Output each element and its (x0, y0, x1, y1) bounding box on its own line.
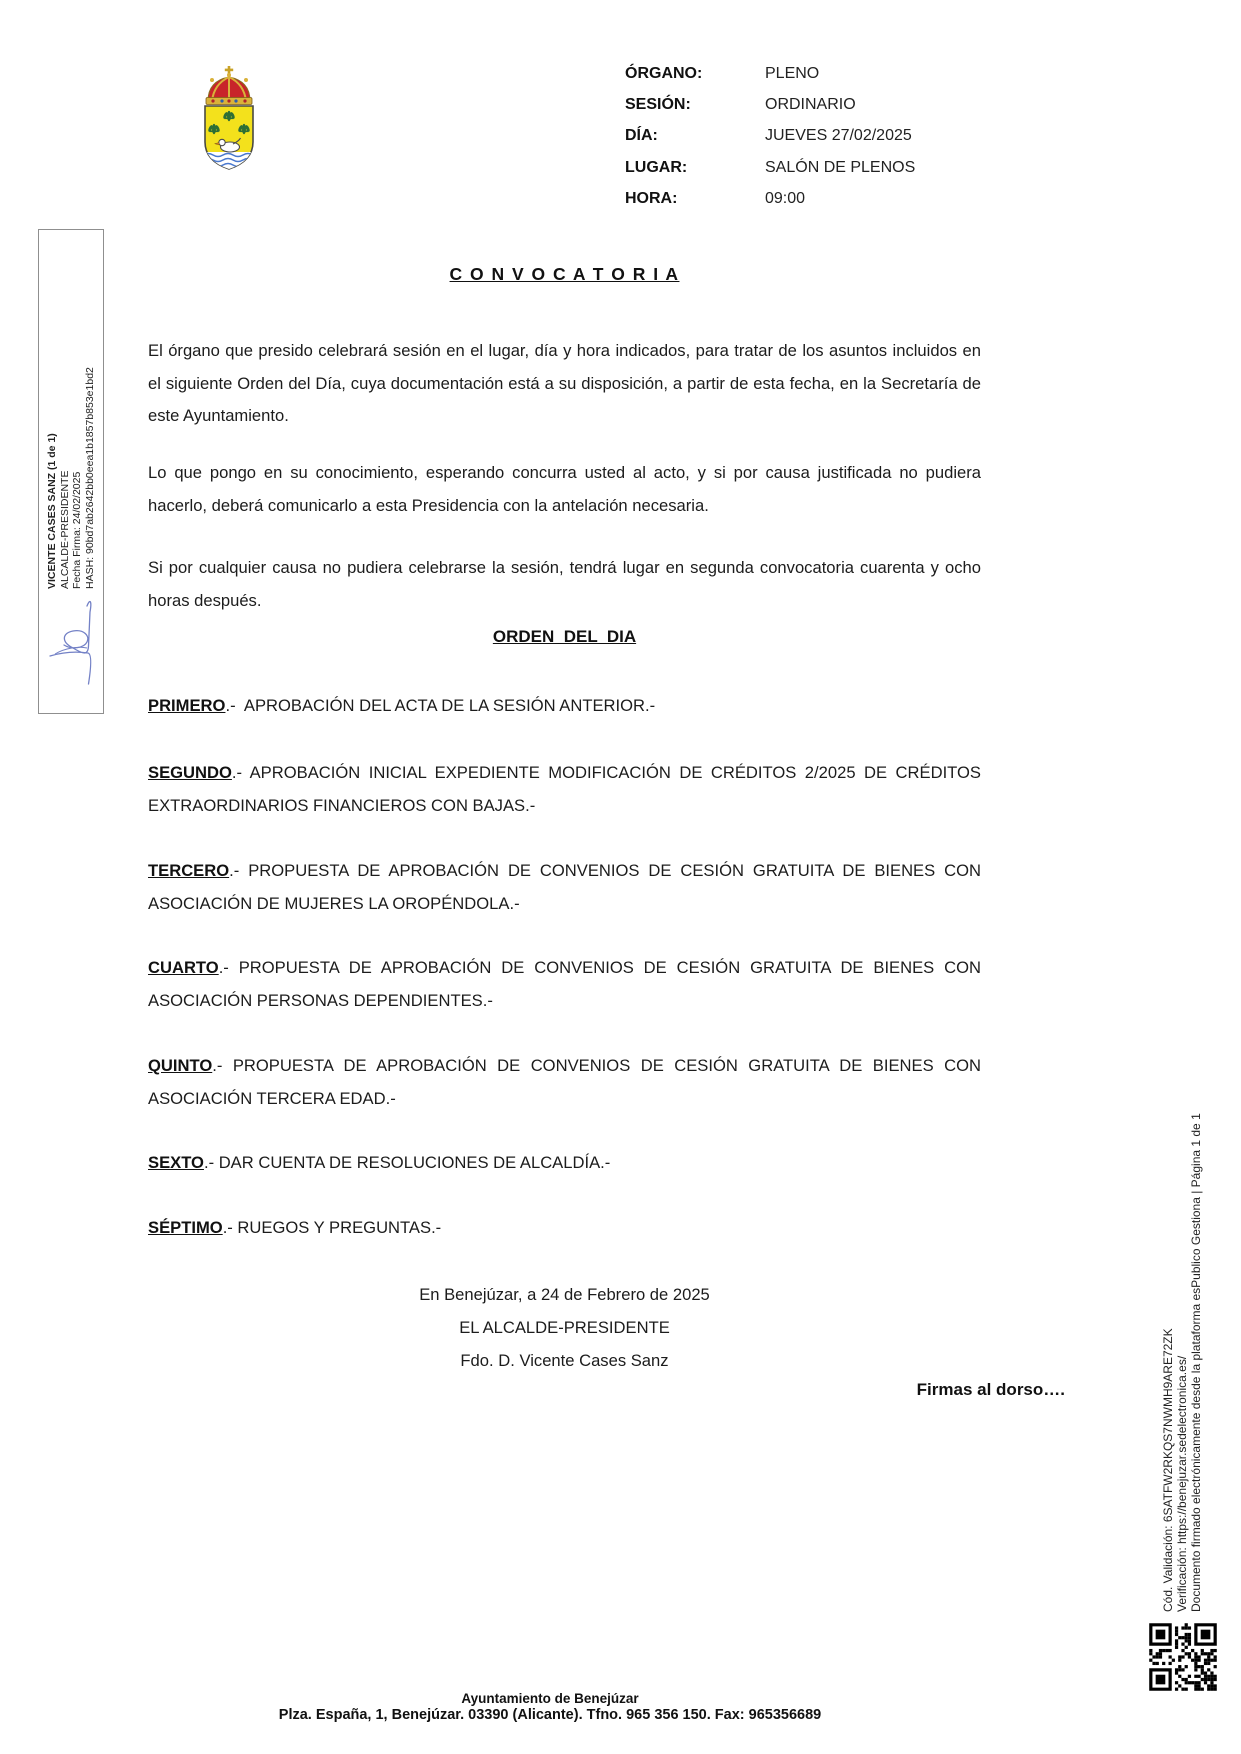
header-row (625, 58, 915, 89)
firmas-al-dorso-note: Firmas al dorso…. (916, 1380, 1065, 1399)
header-label: HORA: (625, 190, 678, 208)
signer-role: ALCALDE-PRESIDENTE (58, 470, 71, 589)
closing-signer-name: Fdo. D. Vicente Cases Sanz (460, 1351, 669, 1370)
qr-code (1146, 1620, 1220, 1694)
header-value: JUEVES 27/02/2025 (765, 127, 912, 145)
agenda-item-sexto (148, 1147, 981, 1180)
header-row (625, 121, 915, 152)
agenda-term: SEGUNDO (148, 763, 232, 782)
header-label: ÓRGANO: (625, 64, 703, 82)
agenda-item-segundo (148, 757, 981, 822)
header-label: DÍA: (625, 127, 658, 145)
header-value: SALÓN DE PLENOS (765, 158, 916, 176)
document-title: C O N V O C A T O R I A (449, 264, 680, 284)
agenda-text: .- APROBACIÓN INICIAL EXPEDIENTE MODIFICACIÓN DE CRÉDITOS 2/2025 DE CRÉDITOS EXTRAORDINARIOS FINANCIEROS CON BAJAS.- (148, 763, 981, 815)
agenda-item-cuarto (148, 952, 981, 1017)
agenda-text: .- PROPUESTA DE APROBACIÓN DE CONVENIOS DE CESIÓN GRATUITA DE BIENES CON ASOCIACIÓN PERSONAS DEPENDIENTES.- (148, 958, 981, 1010)
signature-hash: HASH: 90bd7ab2642bb0eea1b1857b853e1bd2 (83, 367, 96, 589)
agenda-item-septimo (148, 1212, 981, 1245)
digital-signature-stamp-text (46, 349, 96, 589)
agenda-text: .- APROBACIÓN DEL ACTA DE LA SESIÓN ANTERIOR.- (225, 696, 656, 715)
platform-page-note: Documento firmado electrónicamente desde la plataforma esPublico Gestiona | Página 1 de 1 (1188, 1113, 1203, 1612)
header-value: 09:00 (765, 190, 806, 208)
agenda-text: .- RUEGOS Y PREGUNTAS.- (222, 1218, 442, 1237)
footer-org-name: Ayuntamiento de Benejúzar (461, 1691, 639, 1706)
agenda-term: QUINTO (148, 1056, 213, 1075)
agenda-term: SÉPTIMO (148, 1218, 223, 1237)
orden-del-dia-heading: ORDEN DEL DIA (492, 627, 637, 646)
agenda-term: SEXTO (148, 1153, 204, 1172)
agenda-item-tercero (148, 855, 981, 920)
header-label: SESIÓN: (625, 96, 691, 114)
handwritten-signature (43, 596, 99, 691)
validation-code: Cód. Validación: 6SATFW2RKQS7NWMH9ARE72ZK (1161, 1328, 1175, 1612)
signature-date: Fecha Firma: 24/02/2025 (71, 471, 84, 589)
header-row (625, 89, 915, 120)
agenda-term: PRIMERO (148, 696, 226, 715)
header-row (625, 184, 915, 215)
agenda-item-primero (148, 690, 981, 723)
intro-paragraph-1: El órgano que presido celebrará sesión en el lugar, día y hora indicados, para tratar de los asuntos incluidos en el siguiente Orden del Día, cuya documentación está a su disposición, a partir de esta fecha, en la Secretaría de este Ayuntamiento. (148, 341, 981, 425)
header-row (625, 152, 915, 183)
digital-signature-stamp-box (38, 229, 104, 714)
agenda-text: .- DAR CUENTA DE RESOLUCIONES DE ALCALDÍA.- (203, 1153, 611, 1172)
header-value: ORDINARIO (765, 96, 856, 114)
closing-place-date: En Benejúzar, a 24 de Febrero de 2025 (419, 1285, 710, 1304)
intro-paragraph-2: Lo que pongo en su conocimiento, esperando concurra usted al acto, y si por causa justificada no pudiera hacerlo, deberá comunicarlo a esta Presidencia con la antelación necesaria. (148, 463, 981, 515)
benejuzar-coat-of-arms (199, 64, 259, 174)
session-header-table (625, 58, 915, 215)
verification-url: Verificación: https://benejuzar.sedelectronica.es/ (1174, 1355, 1189, 1612)
signer-name: VICENTE CASES SANZ (1 de 1) (46, 433, 58, 589)
header-label: LUGAR: (625, 158, 688, 176)
validation-margin-text (1162, 962, 1203, 1612)
closing-block (148, 1278, 981, 1377)
agenda-term: TERCERO (148, 861, 230, 880)
header-value: PLENO (765, 64, 820, 82)
agenda-term: CUARTO (148, 958, 219, 977)
footer (60, 1691, 1040, 1724)
closing-signer-title: EL ALCALDE-PRESIDENTE (459, 1318, 670, 1337)
agenda-item-quinto (148, 1050, 981, 1115)
agenda-text: .- PROPUESTA DE APROBACIÓN DE CONVENIOS DE CESIÓN GRATUITA DE BIENES CON ASOCIACIÓN TERCERA EDAD.- (148, 1056, 981, 1108)
intro-paragraph-3: Si por cualquier causa no pudiera celebrarse la sesión, tendrá lugar en segunda convocatoria cuarenta y ocho horas después. (148, 558, 981, 610)
footer-address: Plza. España, 1, Benejúzar. 03390 (Alicante). Tfno. 965 356 150. Fax: 965356689 (278, 1707, 822, 1723)
agenda-text: .- PROPUESTA DE APROBACIÓN DE CONVENIOS DE CESIÓN GRATUITA DE BIENES CON ASOCIACIÓN DE MUJERES LA OROPÉNDOLA.- (148, 861, 981, 913)
